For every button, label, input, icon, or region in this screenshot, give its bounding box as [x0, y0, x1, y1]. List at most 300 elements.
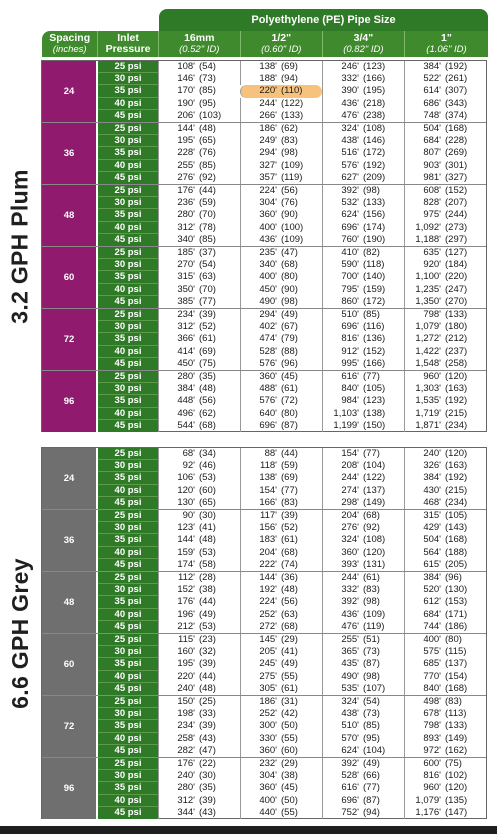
emitter-count: (135)	[445, 794, 468, 806]
emitter-count: (215)	[445, 484, 468, 496]
emitter-count: (120)	[445, 371, 468, 382]
run-length-cell	[322, 395, 404, 407]
inlet-pressure: 25 psi	[98, 448, 158, 460]
length-feet: 1,100'	[415, 271, 441, 283]
length-feet: 528'	[259, 345, 277, 357]
length-feet: 146'	[177, 73, 195, 85]
length-feet: 204'	[341, 510, 359, 521]
emitter-count: (153)	[445, 596, 468, 608]
length-feet: 240'	[423, 448, 441, 459]
length-feet: 276'	[341, 522, 359, 534]
emitter-count: (100)	[281, 221, 304, 233]
length-feet: 393'	[341, 558, 359, 570]
run-length-cell	[240, 85, 322, 97]
inlet-pressure: 25 psi	[98, 247, 158, 259]
spacing-label: Spacing	[49, 32, 91, 44]
length-feet: 488'	[259, 383, 277, 395]
inlet-pressure: 40 psi	[98, 346, 158, 358]
length-feet: 280'	[177, 371, 195, 382]
section-table	[41, 447, 487, 819]
run-length-cell	[404, 395, 488, 407]
pipe-header-three-quarter-inch	[323, 31, 405, 57]
emitter-count: (59)	[281, 460, 298, 472]
emitter-count: (28)	[199, 572, 216, 583]
length-feet: 176'	[177, 185, 195, 196]
run-length-cell	[158, 472, 240, 484]
length-feet: 252'	[259, 608, 277, 620]
emitter-count: (297)	[445, 233, 468, 245]
run-length-cell	[404, 807, 488, 819]
run-length-cell	[240, 646, 322, 658]
table-row	[98, 733, 488, 745]
run-length-cell	[404, 135, 488, 147]
run-length-cell	[158, 758, 240, 770]
emitter-count: (87)	[363, 658, 380, 670]
length-feet: 190'	[177, 97, 195, 109]
inlet-header	[98, 31, 158, 57]
table-row	[98, 222, 488, 234]
pressure-rows	[98, 123, 488, 184]
emitter-count: (49)	[281, 309, 298, 320]
length-feet: 324'	[341, 696, 359, 707]
length-feet: 760'	[341, 233, 359, 245]
length-feet: 232'	[259, 758, 277, 769]
run-length-cell	[158, 420, 240, 432]
emitter-count: (195)	[363, 85, 386, 97]
run-length-cell	[240, 110, 322, 122]
table-row	[98, 485, 488, 497]
length-feet: 159'	[177, 546, 195, 558]
length-feet: 528'	[341, 770, 359, 782]
length-feet: 266'	[259, 109, 277, 121]
emitter-count: (56)	[281, 185, 298, 196]
emitter-count: (163)	[445, 383, 468, 395]
spacing-value: 48	[42, 185, 98, 246]
inlet-pressure: 35 psi	[98, 472, 158, 484]
run-length-cell	[322, 271, 404, 283]
emitter-count: (108)	[363, 534, 386, 546]
emitter-count: (152)	[445, 185, 468, 196]
length-feet: 272'	[259, 620, 277, 632]
run-length-cell	[404, 371, 488, 383]
length-feet: 920'	[423, 259, 441, 271]
emitter-count: (23)	[199, 634, 216, 645]
inlet-pressure: 45 psi	[98, 234, 158, 246]
table-row	[98, 110, 488, 122]
length-feet: 410'	[341, 247, 359, 258]
length-feet: 138'	[259, 472, 277, 484]
length-feet: 532'	[341, 197, 359, 209]
length-feet: 624'	[341, 744, 359, 756]
length-feet: 92'	[182, 460, 195, 472]
length-feet: 228'	[177, 147, 195, 159]
run-length-cell	[404, 259, 488, 271]
pipe-id: (0.60" ID)	[261, 44, 302, 55]
emitter-count: (70)	[199, 283, 216, 295]
run-length-cell	[158, 596, 240, 608]
length-feet: 476'	[341, 620, 359, 632]
run-length-cell	[158, 160, 240, 172]
run-length-cell	[322, 309, 404, 321]
emitter-count: (46)	[199, 460, 216, 472]
run-length-cell	[404, 110, 488, 122]
emitter-count: (98)	[363, 185, 380, 196]
emitter-count: (301)	[445, 159, 468, 171]
run-length-cell	[322, 346, 404, 358]
length-feet: 498'	[423, 696, 441, 707]
inlet-pressure: 30 psi	[98, 522, 158, 534]
run-length-cell	[158, 510, 240, 522]
length-feet: 1,188'	[415, 233, 441, 245]
run-length-cell	[240, 185, 322, 197]
run-length-cell	[404, 222, 488, 234]
length-feet: 166'	[259, 496, 277, 508]
length-feet: 570'	[341, 732, 359, 744]
length-feet: 1,303'	[415, 383, 441, 395]
length-feet: 400'	[423, 634, 441, 645]
table-row	[98, 522, 488, 534]
inlet-pressure: 45 psi	[98, 172, 158, 184]
length-feet: 510'	[341, 720, 359, 732]
emitter-count: (115)	[445, 646, 467, 658]
length-feet: 590'	[341, 259, 359, 271]
inlet-pressure: 25 psi	[98, 572, 158, 584]
length-feet: 244'	[341, 472, 359, 484]
table-row	[98, 646, 488, 658]
table-row	[98, 596, 488, 608]
run-length-cell	[158, 770, 240, 782]
emitter-count: (152)	[363, 345, 386, 357]
run-length-cell	[240, 497, 322, 509]
length-feet: 360'	[259, 209, 277, 221]
run-length-cell	[240, 147, 322, 159]
run-length-cell	[404, 333, 488, 345]
run-length-cell	[158, 408, 240, 420]
run-length-cell	[158, 271, 240, 283]
emitter-count: (88)	[281, 345, 298, 357]
inlet-pressure: 45 psi	[98, 497, 158, 509]
emitter-count: (188)	[445, 546, 468, 558]
run-length-cell	[322, 696, 404, 708]
length-feet: 504'	[423, 534, 441, 546]
emitter-count: (65)	[199, 496, 216, 508]
table-row	[98, 807, 488, 819]
length-feet: 696'	[341, 321, 359, 333]
inlet-pressure: 30 psi	[98, 73, 158, 85]
emitter-count: (50)	[281, 794, 298, 806]
inlet-pressure: 45 psi	[98, 420, 158, 432]
length-feet: 1,176'	[415, 806, 441, 818]
table-row	[98, 497, 488, 509]
inlet-pressure: 30 psi	[98, 135, 158, 147]
inlet-pressure: 25 psi	[98, 510, 158, 522]
run-length-cell	[158, 634, 240, 646]
run-length-cell	[158, 234, 240, 246]
run-length-cell	[322, 85, 404, 97]
run-length-cell	[404, 85, 488, 97]
table-row	[98, 795, 488, 807]
length-feet: 490'	[259, 295, 277, 307]
inlet-pressure: 40 psi	[98, 671, 158, 683]
inlet-pressure: 25 psi	[98, 123, 158, 135]
run-length-cell	[404, 646, 488, 658]
emitter-count: (63)	[281, 608, 298, 620]
length-feet: 468'	[423, 496, 441, 508]
emitter-count: (104)	[363, 744, 386, 756]
run-length-cell	[322, 333, 404, 345]
emitter-count: (122)	[363, 472, 386, 484]
section-title-box	[0, 447, 40, 819]
length-feet: 616'	[341, 782, 359, 794]
emitter-count: (247)	[445, 283, 468, 295]
bottom-border	[0, 826, 497, 834]
pressure-rows	[98, 696, 488, 757]
length-feet: 300'	[259, 720, 277, 732]
emitter-count: (228)	[445, 135, 468, 147]
length-feet: 384'	[423, 61, 441, 72]
emitter-count: (48)	[199, 383, 216, 395]
emitter-count: (374)	[445, 109, 468, 121]
run-length-cell	[404, 621, 488, 633]
length-feet: 627'	[341, 171, 359, 183]
emitter-count: (77)	[363, 371, 380, 382]
run-length-cell	[240, 383, 322, 395]
run-length-cell	[158, 197, 240, 209]
length-feet: 1,422'	[415, 345, 441, 357]
emitter-count: (85)	[363, 309, 380, 320]
emitter-count: (166)	[363, 73, 386, 85]
emitter-count: (68)	[281, 546, 298, 558]
inlet-pressure: 45 psi	[98, 296, 158, 308]
emitter-count: (39)	[199, 794, 216, 806]
run-length-cell	[158, 522, 240, 534]
length-feet: 312'	[177, 794, 195, 806]
pipe-size-header	[159, 9, 488, 31]
emitter-count: (212)	[445, 333, 468, 345]
run-length-cell	[404, 596, 488, 608]
emitter-count: (162)	[445, 744, 468, 756]
table-row	[98, 147, 488, 159]
run-length-cell	[322, 745, 404, 757]
table-row	[98, 395, 488, 407]
run-length-cell	[240, 321, 322, 333]
table-row	[98, 609, 488, 621]
table-row	[98, 770, 488, 782]
run-length-cell	[158, 795, 240, 807]
spacing-group	[42, 309, 486, 371]
length-feet: 270'	[177, 259, 195, 271]
emitter-count: (209)	[363, 171, 386, 183]
length-feet: 174'	[177, 558, 195, 570]
length-feet: 436'	[341, 97, 359, 109]
emitter-count: (77)	[281, 484, 298, 496]
length-feet: 840'	[341, 383, 359, 395]
run-length-cell	[158, 73, 240, 85]
length-feet: 186'	[259, 696, 277, 707]
emitter-count: (85)	[199, 159, 216, 171]
run-length-cell	[158, 572, 240, 584]
emitter-count: (108)	[363, 123, 386, 134]
length-feet: 1,272'	[415, 333, 441, 345]
emitter-count: (133)	[445, 720, 468, 732]
length-feet: 384'	[423, 472, 441, 484]
length-feet: 576'	[259, 395, 277, 407]
emitter-count: (90)	[281, 209, 298, 221]
run-length-cell	[158, 296, 240, 308]
inlet-pressure: 30 psi	[98, 460, 158, 472]
run-length-cell	[322, 472, 404, 484]
emitter-count: (123)	[363, 395, 386, 407]
inlet-pressure: 35 psi	[98, 658, 158, 670]
table-row	[98, 259, 488, 271]
length-feet: 224'	[259, 596, 277, 608]
length-feet: 684'	[423, 608, 441, 620]
pipe-header-half-inch	[241, 31, 323, 57]
run-length-cell	[158, 61, 240, 73]
length-feet: 635'	[423, 247, 441, 258]
inlet-pressure: 30 psi	[98, 708, 158, 720]
emitter-count: (98)	[363, 596, 380, 608]
emitter-count: (87)	[363, 794, 380, 806]
run-length-cell	[240, 547, 322, 559]
length-feet: 615'	[423, 558, 441, 570]
emitter-count: (205)	[445, 558, 468, 570]
inlet-pressure: 25 psi	[98, 185, 158, 197]
length-feet: 340'	[177, 233, 195, 245]
section-grey	[0, 447, 497, 819]
spacing-group	[42, 510, 486, 572]
emitter-count: (133)	[363, 197, 386, 209]
run-length-cell	[404, 696, 488, 708]
emitter-count: (70)	[199, 209, 216, 221]
length-feet: 274'	[341, 484, 359, 496]
emitter-count: (38)	[281, 770, 298, 782]
length-feet: 816'	[423, 770, 441, 782]
length-feet: 435'	[341, 658, 359, 670]
length-feet: 327'	[259, 159, 277, 171]
length-feet: 275'	[259, 670, 277, 682]
emitter-count: (192)	[445, 395, 468, 407]
section-plum	[0, 60, 497, 432]
emitter-count: (90)	[281, 283, 298, 295]
run-length-cell	[322, 596, 404, 608]
run-length-cell	[240, 73, 322, 85]
length-feet: 208'	[341, 460, 359, 472]
run-length-cell	[158, 609, 240, 621]
emitter-count: (218)	[363, 97, 386, 109]
table-row	[98, 584, 488, 596]
length-feet: 117'	[260, 510, 277, 521]
emitter-count: (30)	[199, 770, 216, 782]
run-length-cell	[404, 782, 488, 794]
length-feet: 564'	[423, 546, 441, 558]
length-feet: 186'	[259, 123, 277, 134]
length-feet: 224'	[259, 185, 277, 196]
inlet-label-2: Pressure	[105, 43, 151, 55]
length-feet: 392'	[341, 596, 359, 608]
emitter-count: (123)	[363, 61, 386, 72]
pipe-size: 1/2"	[271, 32, 292, 44]
length-feet: 450'	[177, 357, 195, 369]
length-feet: 220'	[259, 85, 277, 97]
emitter-count: (220)	[445, 271, 468, 283]
section-table	[41, 60, 487, 432]
length-feet: 112'	[178, 572, 195, 583]
emitter-count: (59)	[199, 197, 216, 209]
run-length-cell	[240, 795, 322, 807]
run-length-cell	[240, 596, 322, 608]
run-length-cell	[404, 485, 488, 497]
length-feet: 255'	[177, 159, 195, 171]
length-feet: 696'	[341, 794, 359, 806]
emitter-count: (56)	[281, 596, 298, 608]
table-row	[98, 460, 488, 472]
run-length-cell	[404, 73, 488, 85]
spacing-value: 36	[42, 123, 98, 184]
run-length-cell	[322, 420, 404, 432]
inlet-pressure: 30 psi	[98, 259, 158, 271]
length-feet: 860'	[341, 295, 359, 307]
inlet-pressure: 35 psi	[98, 271, 158, 283]
run-length-cell	[322, 209, 404, 221]
length-feet: 1,079'	[415, 794, 441, 806]
table-row	[98, 172, 488, 184]
emitter-count: (107)	[363, 682, 386, 694]
emitter-count: (147)	[445, 806, 468, 818]
run-length-cell	[240, 346, 322, 358]
length-feet: 640'	[259, 407, 277, 419]
inlet-pressure: 45 psi	[98, 110, 158, 122]
length-feet: 332'	[341, 584, 359, 596]
run-length-cell	[240, 172, 322, 184]
emitter-count: (25)	[199, 696, 216, 707]
run-length-cell	[240, 395, 322, 407]
length-feet: 510'	[341, 309, 359, 320]
table-row	[98, 671, 488, 683]
table-row	[98, 559, 488, 571]
emitter-count: (110)	[281, 85, 303, 97]
length-feet: 183'	[259, 534, 277, 546]
length-feet: 476'	[341, 109, 359, 121]
emitter-count: (95)	[363, 732, 380, 744]
emitter-count: (54)	[199, 61, 216, 72]
inlet-pressure: 45 psi	[98, 621, 158, 633]
length-feet: 195'	[177, 135, 195, 147]
run-length-cell	[240, 733, 322, 745]
emitter-count: (120)	[363, 546, 386, 558]
table-row	[98, 135, 488, 147]
run-length-cell	[158, 247, 240, 259]
run-length-cell	[158, 720, 240, 732]
emitter-count: (39)	[199, 658, 216, 670]
run-length-cell	[404, 247, 488, 259]
length-feet: 144'	[259, 572, 277, 583]
run-length-cell	[404, 733, 488, 745]
emitter-count: (79)	[281, 333, 298, 345]
run-length-cell	[322, 522, 404, 534]
length-feet: 115'	[178, 634, 195, 645]
run-length-cell	[404, 147, 488, 159]
length-feet: 144'	[177, 534, 195, 546]
inlet-pressure: 30 psi	[98, 584, 158, 596]
length-feet: 246'	[341, 61, 359, 72]
run-length-cell	[158, 358, 240, 370]
run-length-cell	[158, 371, 240, 383]
emitter-count: (96)	[281, 357, 298, 369]
emitter-count: (49)	[363, 758, 380, 769]
length-feet: 612'	[423, 596, 441, 608]
length-feet: 840'	[423, 682, 441, 694]
